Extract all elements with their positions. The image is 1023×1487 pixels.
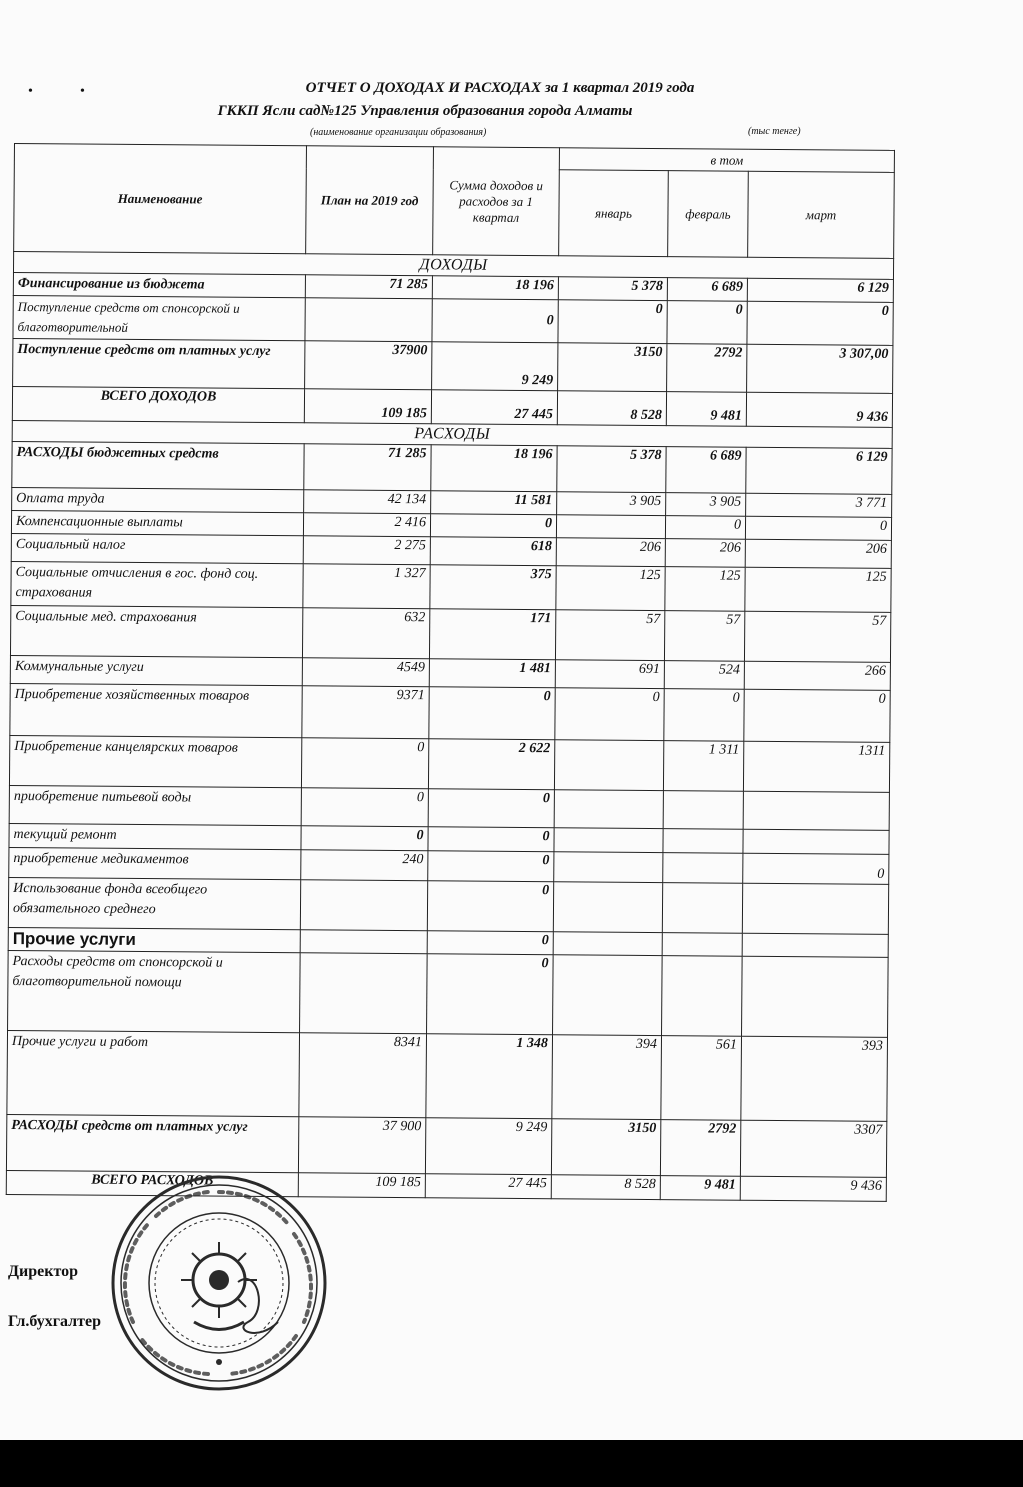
table-row: приобретение питьевой воды 0 0	[9, 785, 889, 830]
sponsor-expense-row: Расходы средств от спонсорской и благотворительной помощи 0	[8, 950, 889, 1037]
mark-dot: •	[28, 84, 33, 99]
section-expense: РАСХОДЫ	[12, 420, 892, 448]
table-row: Компенсационные выплаты 2 416 0 0 0	[11, 510, 891, 540]
table-row: Приобретение хозяйственных товаров 9371 0 0 0 0	[10, 683, 890, 742]
budget-expense-row: РАСХОДЫ бюджетных средств 71 285 18 196 5 378 6 689 6 129	[12, 441, 892, 494]
accountant-label: Гл.бухгалтер	[8, 1313, 101, 1330]
expense-total-row: ВСЕГО РАСХОДОВ 109 185 27 445 8 528 9 481 9 436	[6, 1170, 886, 1201]
header-name: Наименование	[14, 144, 307, 254]
header-mar: март	[748, 171, 895, 258]
official-stamp-icon	[108, 1172, 330, 1394]
table-row: Поступление средств от платных услуг 37900 9 249 3150 2792 3 307,00	[13, 338, 893, 393]
table-row: Социальные мед. страхования 632 171 57 57 57	[10, 605, 890, 662]
table-row: Использование фонда всеобщего обязательного среднего 0	[8, 877, 888, 934]
other-services-row: Прочие услуги 0	[8, 927, 888, 957]
header-feb: февраль	[668, 171, 749, 258]
units-label: (тыс тенге)	[748, 126, 801, 137]
table-row: Коммунальные услуги 4549 1 481 691 524 266	[10, 655, 890, 690]
table-row: Оплата труда 42 134 11 581 3 905 3 905 3 771	[12, 487, 892, 517]
paid-expense-row: РАСХОДЫ средств от платных услуг 37 900 9 249 3150 2792 3307	[6, 1114, 886, 1177]
table-row: текущий ремонт 0 0	[9, 823, 889, 854]
other-works-row: Прочие услуги и работ 8341 1 348 394 561 393	[7, 1030, 888, 1121]
organization-name: ГККП Ясли сад№125 Управления образования города Алматы	[217, 103, 633, 119]
report-title: ОТЧЕТ О ДОХОДАХ И РАСХОДАХ за 1 квартал 2019 года	[305, 80, 695, 96]
income-total-row: ВСЕГО ДОХОДОВ 109 185 27 445 8 528 9 481 9 436	[12, 386, 892, 427]
header-sum: Сумма доходов и расходов за 1 квартал	[433, 147, 560, 256]
table-row: Социальные отчисления в гос. фонд соц. страхования 1 327 375 125 125 125	[11, 561, 891, 612]
organization-caption: (наименование организации образования)	[310, 127, 487, 138]
header-plan: План на 2019 год	[306, 146, 434, 255]
section-income: ДОХОДЫ	[13, 252, 893, 280]
header-including: в том	[559, 148, 894, 173]
screen-bottom-bar	[0, 1440, 1023, 1487]
header-jan: январь	[559, 170, 669, 257]
table-row: приобретение медикаментов 240 0 0	[9, 847, 889, 884]
table-row: Поступление средств от спонсорской и благотворительной 0 0 0 0	[13, 295, 893, 345]
table-row: Социальный налог 2 275 618 206 206 206	[11, 533, 891, 568]
mark-dot: •	[80, 84, 85, 99]
table-row: Приобретение канцелярских товаров 0 2 622 1 311 1311	[9, 735, 889, 792]
director-label: Директор	[8, 1263, 78, 1280]
table-row: Финансирование из бюджета 71 285 18 196 5 378 6 689 6 129	[13, 272, 893, 302]
report-table	[6, 143, 895, 1202]
